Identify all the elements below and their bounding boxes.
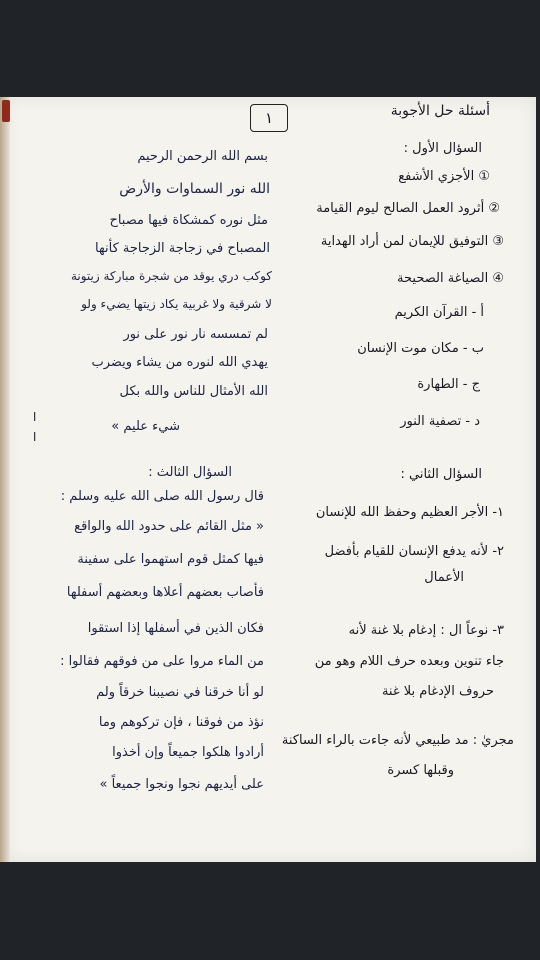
option-c: ج - الطهارة: [417, 377, 480, 392]
page-edge-mark: [2, 100, 10, 122]
q2-answer-1: ١- الأجر العظيم وحفظ الله للإنسان: [315, 505, 504, 520]
page-number-box: [250, 104, 288, 132]
hadith-line-4: فأصاب بعضهم أعلاها وبعضهم أسفلها: [66, 585, 264, 600]
hadith-line-1: قال رسول الله صلى الله عليه وسلم :: [60, 489, 264, 504]
hadith-line-8: نؤذ من فوقنا ، فإن تركوهم وما: [98, 715, 264, 730]
margin-mark: ا: [33, 410, 37, 424]
hadith-line-5: فكان الذين في أسفلها إذا استقوا: [87, 621, 264, 636]
verse-line-5: كوكب دري يوقد من شجرة مباركة زيتونة: [70, 269, 272, 283]
answer-3: ③ التوفيق للإيمان لمن أراد الهداية: [320, 234, 504, 249]
verse-line-9: الله الأمثال للناس والله بكل: [119, 384, 268, 399]
option-d: د - تصفية النور: [400, 414, 480, 429]
verse-line-7: لم تمسسه نار نور على نور: [123, 327, 268, 342]
page-header: أسئلة حل الأجوبة: [390, 103, 490, 119]
verse-line-4: المصباح في زجاجة الزجاجة كأنها: [95, 241, 270, 256]
verse-line-6: لا شرقية ولا غربية يكاد زيتها يضيء ولو: [81, 297, 272, 311]
answer-2: ② أثرود العمل الصالح ليوم القيامة: [316, 201, 500, 216]
q2-answer-2: ٢- لأنه يدفع الإنسان للقيام بأفضل: [324, 544, 504, 559]
verse-line-10: شيء عليم »: [111, 419, 180, 434]
majra-answer: مجريٰ : مد طبيعي لأنه جاءت بالراء الساكنة: [281, 733, 514, 748]
top-black-bar: [0, 0, 540, 97]
hadith-line-9: أرادوا هلكوا جميعاً وإن أخذوا: [112, 745, 264, 760]
q3-title: السؤال الثالث :: [148, 465, 232, 480]
page-edge: [0, 97, 10, 862]
hadith-line-2: « مثل القائم على حدود الله والواقع: [74, 519, 264, 534]
option-a: أ - القرآن الكريم: [394, 305, 484, 320]
answer-1: ① الأجزي الأشفع: [398, 169, 490, 184]
page-number: ١: [264, 109, 274, 127]
verse-line-1: بسم الله الرحمن الرحيم: [137, 149, 268, 164]
bottom-black-bar: [0, 862, 540, 960]
hadith-line-10: على أيديهم نجوا ونجوا جميعاً »: [99, 777, 264, 792]
q2-answer-3: ٣- نوعاً ال : إدغام بلا غنة لأنه: [348, 623, 504, 638]
verse-line-8: يهدي الله لنوره من يشاء ويضرب: [91, 355, 268, 370]
option-b: ب - مكان موت الإنسان: [357, 341, 484, 356]
majra-answer-cont: وقبلها كسرة: [387, 763, 454, 778]
q2-title: السؤال الثاني :: [400, 467, 482, 482]
margin-mark: ا: [33, 430, 37, 444]
q1-title: السؤال الأول :: [403, 141, 482, 156]
hadith-line-6: من الماء مروا على من فوقهم فقالوا :: [60, 654, 264, 669]
answer-4: ④ الصياغة الصحيحة: [397, 271, 504, 286]
verse-line-2: الله نور السماوات والأرض: [119, 181, 270, 197]
q2-answer-3-line2: جاء تنوين وبعده حرف اللام وهو من: [314, 654, 504, 669]
q2-answer-3-line3: حروف الإدغام بلا غنة: [381, 684, 494, 699]
hadith-line-7: لو أنا خرقنا في نصيبنا خرقاً ولم: [96, 685, 264, 700]
q2-answer-2-cont: الأعمال: [424, 570, 464, 585]
verse-line-3: مثل نوره كمشكاة فيها مصباح: [109, 213, 268, 228]
hadith-line-3: فيها كمثل قوم استهموا على سفينة: [77, 552, 264, 567]
